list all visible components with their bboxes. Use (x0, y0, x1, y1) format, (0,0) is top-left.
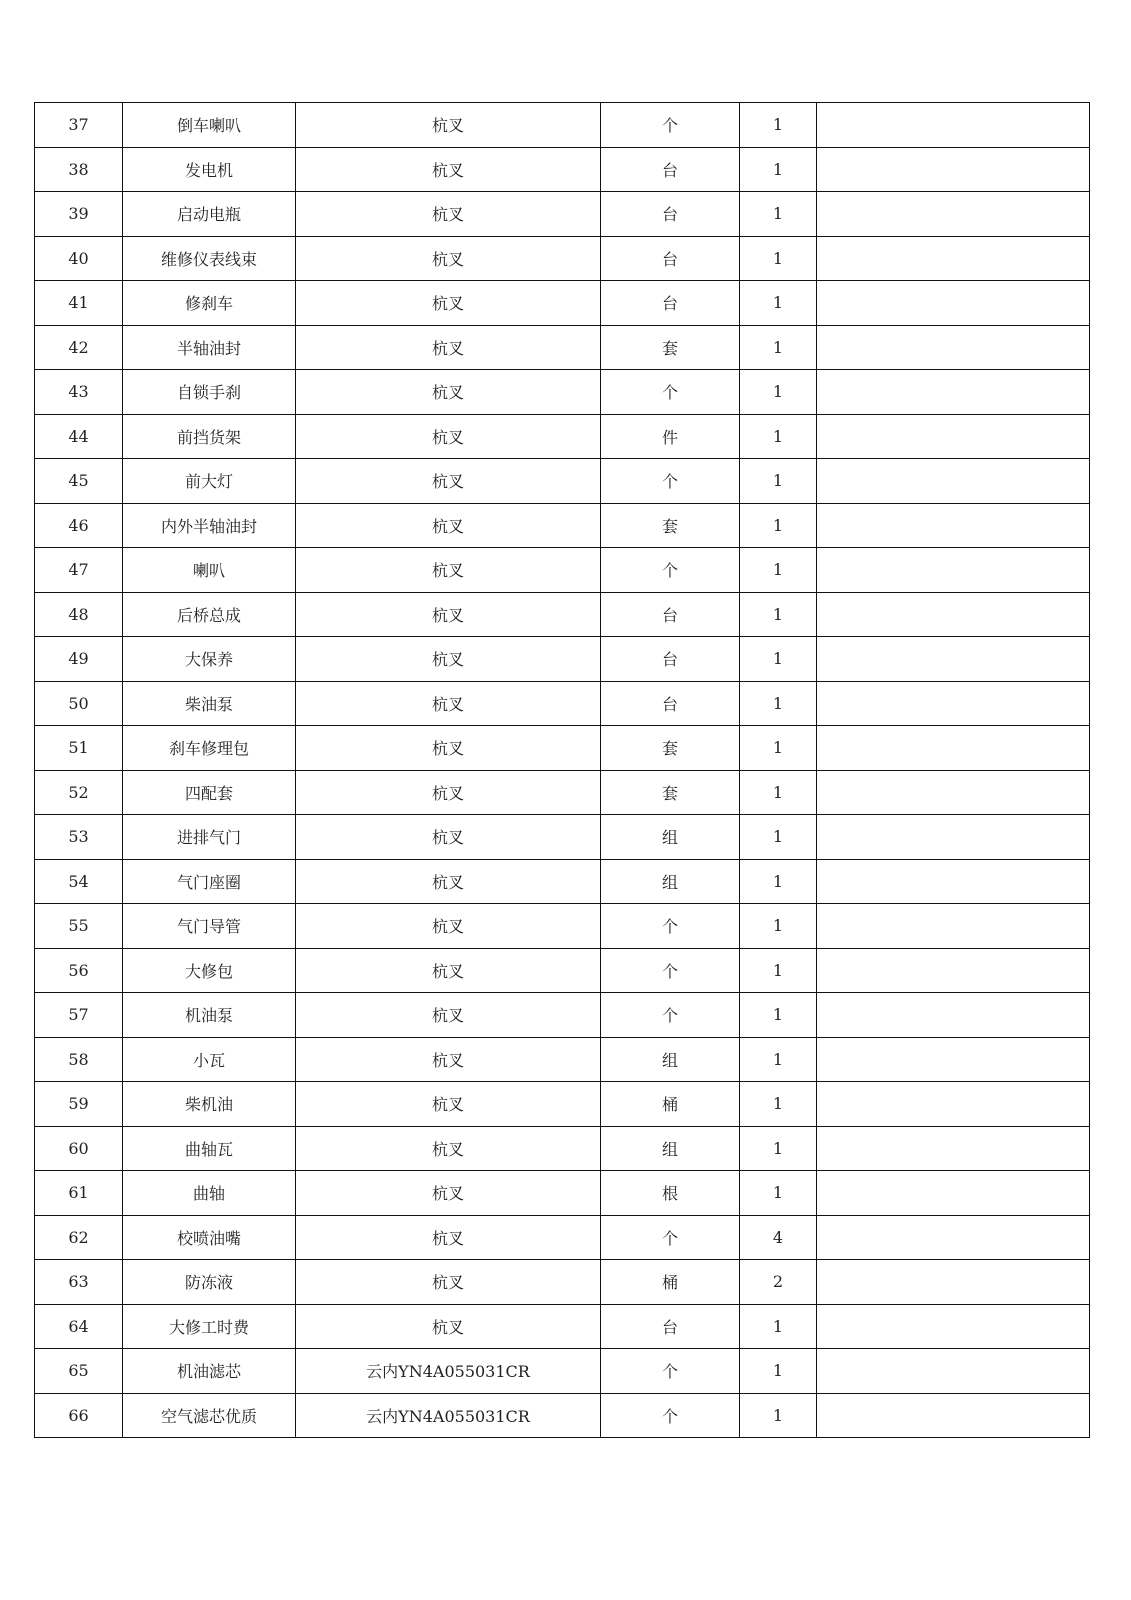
brand-spec-cell: 杭叉 (296, 993, 601, 1038)
unit-cell: 个 (601, 103, 740, 148)
remark-cell (817, 503, 1090, 548)
item-name-cell: 大修包 (123, 948, 296, 993)
table-row (35, 1304, 1090, 1349)
unit-cell: 个 (601, 548, 740, 593)
quantity-cell: 1 (740, 637, 817, 682)
row-number-cell: 46 (35, 503, 123, 548)
unit-cell: 个 (601, 904, 740, 949)
quantity-cell: 1 (740, 1126, 817, 1171)
item-name-cell: 曲轴 (123, 1171, 296, 1216)
quantity-cell: 2 (740, 1260, 817, 1305)
item-name-cell: 进排气门 (123, 815, 296, 860)
item-name-cell: 修刹车 (123, 281, 296, 326)
brand-spec-cell: 杭叉 (296, 503, 601, 548)
quantity-cell: 1 (740, 948, 817, 993)
item-name-cell: 刹车修理包 (123, 726, 296, 771)
brand-spec-cell: 杭叉 (296, 1215, 601, 1260)
row-number-cell: 59 (35, 1082, 123, 1127)
unit-cell: 组 (601, 1126, 740, 1171)
unit-cell: 组 (601, 815, 740, 860)
item-name-cell: 前挡货架 (123, 414, 296, 459)
remark-cell (817, 1393, 1090, 1438)
unit-cell: 套 (601, 726, 740, 771)
remark-cell (817, 548, 1090, 593)
unit-cell: 台 (601, 192, 740, 237)
quantity-cell: 1 (740, 1304, 817, 1349)
row-number-cell: 60 (35, 1126, 123, 1171)
remark-cell (817, 815, 1090, 860)
item-name-cell: 气门导管 (123, 904, 296, 949)
row-number-cell: 40 (35, 236, 123, 281)
quantity-cell: 1 (740, 370, 817, 415)
brand-spec-cell: 杭叉 (296, 1126, 601, 1171)
table-row (35, 548, 1090, 593)
quantity-cell: 1 (740, 1082, 817, 1127)
row-number-cell: 44 (35, 414, 123, 459)
brand-spec-cell: 杭叉 (296, 192, 601, 237)
remark-cell (817, 1349, 1090, 1394)
brand-spec-cell: 杭叉 (296, 370, 601, 415)
quantity-cell: 1 (740, 459, 817, 504)
unit-cell: 个 (601, 1349, 740, 1394)
remark-cell (817, 103, 1090, 148)
table-row (35, 726, 1090, 771)
remark-cell (817, 904, 1090, 949)
remark-cell (817, 948, 1090, 993)
remark-cell (817, 1304, 1090, 1349)
quantity-cell: 1 (740, 147, 817, 192)
remark-cell (817, 993, 1090, 1038)
unit-cell: 台 (601, 1304, 740, 1349)
item-name-cell: 大保养 (123, 637, 296, 682)
quantity-cell: 1 (740, 236, 817, 281)
brand-spec-cell: 杭叉 (296, 1082, 601, 1127)
remark-cell (817, 1082, 1090, 1127)
remark-cell (817, 726, 1090, 771)
table-row (35, 815, 1090, 860)
item-name-cell: 柴机油 (123, 1082, 296, 1127)
brand-spec-cell: 杭叉 (296, 103, 601, 148)
item-name-cell: 柴油泵 (123, 681, 296, 726)
table-row (35, 147, 1090, 192)
quantity-cell: 1 (740, 281, 817, 326)
brand-spec-cell: 杭叉 (296, 325, 601, 370)
table-row (35, 503, 1090, 548)
brand-spec-cell: 杭叉 (296, 281, 601, 326)
remark-cell (817, 370, 1090, 415)
brand-spec-cell: 杭叉 (296, 1260, 601, 1305)
quantity-cell: 1 (740, 1171, 817, 1216)
quantity-cell: 1 (740, 1037, 817, 1082)
unit-cell: 台 (601, 681, 740, 726)
unit-cell: 桶 (601, 1260, 740, 1305)
table-row (35, 637, 1090, 682)
item-name-cell: 气门座圈 (123, 859, 296, 904)
unit-cell: 组 (601, 1037, 740, 1082)
brand-spec-cell: 杭叉 (296, 592, 601, 637)
brand-spec-cell: 杭叉 (296, 414, 601, 459)
brand-spec-cell: 杭叉 (296, 459, 601, 504)
remark-cell (817, 592, 1090, 637)
row-number-cell: 61 (35, 1171, 123, 1216)
item-name-cell: 机油泵 (123, 993, 296, 1038)
table-row (35, 1126, 1090, 1171)
row-number-cell: 56 (35, 948, 123, 993)
unit-cell: 组 (601, 859, 740, 904)
unit-cell: 台 (601, 592, 740, 637)
remark-cell (817, 414, 1090, 459)
unit-cell: 台 (601, 637, 740, 682)
row-number-cell: 51 (35, 726, 123, 771)
row-number-cell: 62 (35, 1215, 123, 1260)
remark-cell (817, 192, 1090, 237)
item-name-cell: 大修工时费 (123, 1304, 296, 1349)
quantity-cell: 1 (740, 592, 817, 637)
unit-cell: 个 (601, 459, 740, 504)
item-name-cell: 自锁手刹 (123, 370, 296, 415)
brand-spec-cell: 杭叉 (296, 1171, 601, 1216)
brand-spec-cell: 杭叉 (296, 815, 601, 860)
row-number-cell: 65 (35, 1349, 123, 1394)
table-row (35, 904, 1090, 949)
table-row (35, 681, 1090, 726)
unit-cell: 件 (601, 414, 740, 459)
table-row (35, 993, 1090, 1038)
remark-cell (817, 1215, 1090, 1260)
unit-cell: 个 (601, 370, 740, 415)
brand-spec-cell: 杭叉 (296, 948, 601, 993)
unit-cell: 台 (601, 147, 740, 192)
table-row (35, 103, 1090, 148)
brand-spec-cell: 杭叉 (296, 236, 601, 281)
unit-cell: 个 (601, 948, 740, 993)
quantity-cell: 1 (740, 503, 817, 548)
row-number-cell: 63 (35, 1260, 123, 1305)
row-number-cell: 52 (35, 770, 123, 815)
table-row (35, 370, 1090, 415)
parts-table (34, 102, 1090, 1438)
quantity-cell: 1 (740, 548, 817, 593)
item-name-cell: 倒车喇叭 (123, 103, 296, 148)
parts-table-body (35, 103, 1090, 1438)
table-row (35, 592, 1090, 637)
table-row (35, 1393, 1090, 1438)
row-number-cell: 48 (35, 592, 123, 637)
remark-cell (817, 859, 1090, 904)
item-name-cell: 四配套 (123, 770, 296, 815)
quantity-cell: 1 (740, 993, 817, 1038)
unit-cell: 个 (601, 993, 740, 1038)
row-number-cell: 42 (35, 325, 123, 370)
brand-spec-cell: 杭叉 (296, 548, 601, 593)
quantity-cell: 1 (740, 103, 817, 148)
brand-spec-cell: 云内YN4A055031CR (296, 1349, 601, 1394)
quantity-cell: 1 (740, 681, 817, 726)
quantity-cell: 4 (740, 1215, 817, 1260)
quantity-cell: 1 (740, 859, 817, 904)
quantity-cell: 1 (740, 815, 817, 860)
brand-spec-cell: 杭叉 (296, 770, 601, 815)
remark-cell (817, 459, 1090, 504)
quantity-cell: 1 (740, 904, 817, 949)
brand-spec-cell: 杭叉 (296, 637, 601, 682)
unit-cell: 台 (601, 281, 740, 326)
table-row (35, 1171, 1090, 1216)
item-name-cell: 半轴油封 (123, 325, 296, 370)
row-number-cell: 58 (35, 1037, 123, 1082)
item-name-cell: 空气滤芯优质 (123, 1393, 296, 1438)
row-number-cell: 39 (35, 192, 123, 237)
row-number-cell: 55 (35, 904, 123, 949)
table-row (35, 414, 1090, 459)
remark-cell (817, 325, 1090, 370)
row-number-cell: 47 (35, 548, 123, 593)
table-row (35, 1037, 1090, 1082)
unit-cell: 套 (601, 770, 740, 815)
remark-cell (817, 637, 1090, 682)
quantity-cell: 1 (740, 1393, 817, 1438)
table-row (35, 1215, 1090, 1260)
table-row (35, 325, 1090, 370)
unit-cell: 个 (601, 1215, 740, 1260)
item-name-cell: 喇叭 (123, 548, 296, 593)
item-name-cell: 启动电瓶 (123, 192, 296, 237)
brand-spec-cell: 杭叉 (296, 904, 601, 949)
row-number-cell: 66 (35, 1393, 123, 1438)
brand-spec-cell: 云内YN4A055031CR (296, 1393, 601, 1438)
unit-cell: 个 (601, 1393, 740, 1438)
row-number-cell: 50 (35, 681, 123, 726)
brand-spec-cell: 杭叉 (296, 1037, 601, 1082)
item-name-cell: 防冻液 (123, 1260, 296, 1305)
unit-cell: 套 (601, 325, 740, 370)
remark-cell (817, 1126, 1090, 1171)
remark-cell (817, 236, 1090, 281)
item-name-cell: 校喷油嘴 (123, 1215, 296, 1260)
table-row (35, 192, 1090, 237)
table-row (35, 948, 1090, 993)
row-number-cell: 49 (35, 637, 123, 682)
quantity-cell: 1 (740, 770, 817, 815)
brand-spec-cell: 杭叉 (296, 726, 601, 771)
remark-cell (817, 1037, 1090, 1082)
quantity-cell: 1 (740, 325, 817, 370)
unit-cell: 桶 (601, 1082, 740, 1127)
item-name-cell: 内外半轴油封 (123, 503, 296, 548)
row-number-cell: 54 (35, 859, 123, 904)
table-row (35, 281, 1090, 326)
item-name-cell: 曲轴瓦 (123, 1126, 296, 1171)
row-number-cell: 37 (35, 103, 123, 148)
table-row (35, 1260, 1090, 1305)
row-number-cell: 45 (35, 459, 123, 504)
unit-cell: 根 (601, 1171, 740, 1216)
item-name-cell: 小瓦 (123, 1037, 296, 1082)
item-name-cell: 前大灯 (123, 459, 296, 504)
table-row (35, 1082, 1090, 1127)
item-name-cell: 后桥总成 (123, 592, 296, 637)
brand-spec-cell: 杭叉 (296, 1304, 601, 1349)
row-number-cell: 64 (35, 1304, 123, 1349)
quantity-cell: 1 (740, 414, 817, 459)
item-name-cell: 维修仪表线束 (123, 236, 296, 281)
row-number-cell: 57 (35, 993, 123, 1038)
remark-cell (817, 681, 1090, 726)
item-name-cell: 机油滤芯 (123, 1349, 296, 1394)
table-row (35, 859, 1090, 904)
remark-cell (817, 1260, 1090, 1305)
quantity-cell: 1 (740, 192, 817, 237)
remark-cell (817, 770, 1090, 815)
row-number-cell: 53 (35, 815, 123, 860)
unit-cell: 台 (601, 236, 740, 281)
remark-cell (817, 281, 1090, 326)
quantity-cell: 1 (740, 1349, 817, 1394)
brand-spec-cell: 杭叉 (296, 859, 601, 904)
unit-cell: 套 (601, 503, 740, 548)
brand-spec-cell: 杭叉 (296, 681, 601, 726)
table-row (35, 236, 1090, 281)
table-row (35, 459, 1090, 504)
row-number-cell: 43 (35, 370, 123, 415)
brand-spec-cell: 杭叉 (296, 147, 601, 192)
table-row (35, 770, 1090, 815)
table-row (35, 1349, 1090, 1394)
remark-cell (817, 147, 1090, 192)
row-number-cell: 38 (35, 147, 123, 192)
item-name-cell: 发电机 (123, 147, 296, 192)
remark-cell (817, 1171, 1090, 1216)
quantity-cell: 1 (740, 726, 817, 771)
row-number-cell: 41 (35, 281, 123, 326)
